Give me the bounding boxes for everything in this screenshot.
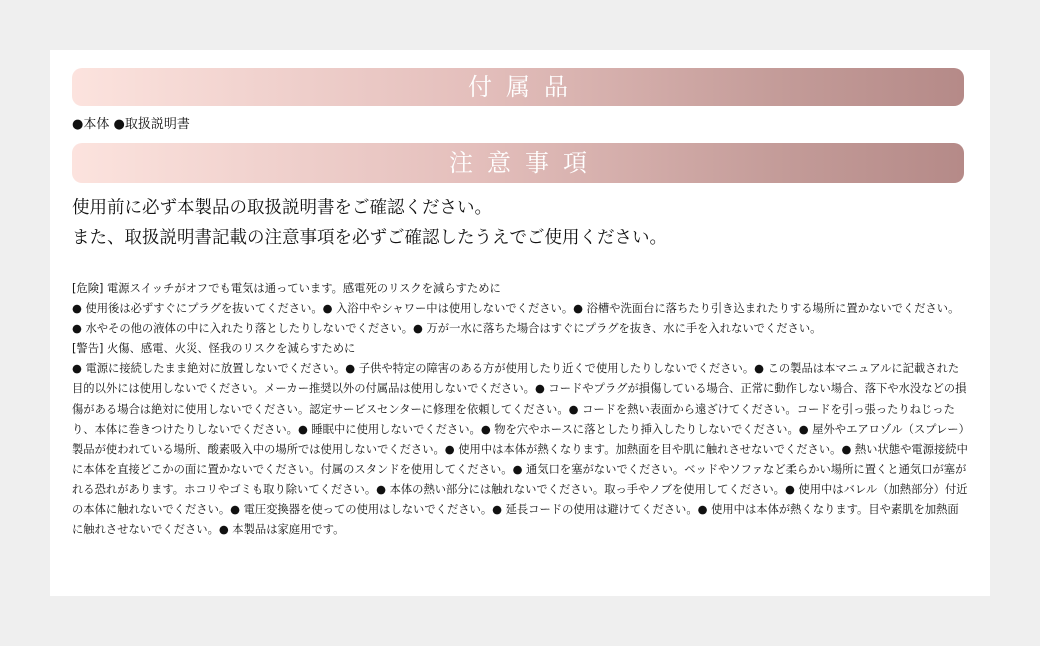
- warning-body: ● 電源に接続したまま絶対に放置しないでください。● 子供や特定の障害のある方が使用したり近くで使用したりしないでください。● この製品は本マニュアルに記載された目的以外には使用しないでください。メーカー推奨以外の付属品は使用しないでください。● コードやプラグが損傷している場合、正常に動作しない場合、落下や水没などの損傷がある場合は絶対に使用しないでください。認定サービスセンターに修理を依頼してください。● コードを熱い表面から遠ざけてください。コードを引っ張ったりねじったり、本体に巻きつけたりしないでください。● 睡眠中に使用しないでください。● 物を穴やホースに落としたり挿入したりしないでください。● 屋外やエアロゾル（スプレー）製品が使われている場所、酸素吸入中の場所では使用しないでください。● 使用中は本体が熱くなります。加熱面を目や肌に触れさせないでください。● 熱い状態や電源接続中に本体を直接どこかの面に置かないでください。付属のスタンドを使用してください。● 通気口を塞がないでください。ベッドやソファなど柔らかい場所に置くと通気口が塞がれる恐れがあります。ホコリやゴミも取り除いてください。● 本体の熱い部分には触れないでください。取っ手やノブを使用してください。● 使用中はバレル（加熱部分）付近の本体に触れないでください。● 電圧変換器を使っての使用はしないでください。● 延長コードの使用は避けてください。● 使用中は本体が熱くなります。目や素肌を加熱面に触れさせないでください。● 本製品は家庭用です。: [72, 362, 968, 537]
- document-card: [50, 50, 990, 596]
- included-items-list: ●本体 ●取扱説明書: [72, 117, 190, 132]
- danger-heading: [危険] 電源スイッチがオフでも電気は通っています。感電死のリスクを減らすために: [72, 282, 501, 295]
- lead-line-2: また、取扱説明書記載の注意事項を必ずご確認したうえでご使用ください。: [72, 228, 667, 248]
- warning-heading: [警告] 火傷、感電、火災、怪我のリスクを減らすために: [72, 342, 356, 356]
- included-items-heading: 付属品: [72, 68, 964, 106]
- cautions-heading: 注意事項: [72, 143, 964, 183]
- lead-line-1: 使用前に必ず本製品の取扱説明書をご確認ください。: [72, 198, 492, 218]
- danger-body: ● 使用後は必ずすぐにプラグを抜いてください。● 入浴中やシャワー中は使用しないでください。● 浴槽や洗面台に落ちたり引き込まれたりする場所に置かないでください。● 水やその他の液体の中に入れたり落としたりしないでください。● 万が一水に落ちた場合はすぐにプラグを抜き、水に手を入れないでください。: [72, 302, 960, 336]
- cautions-lead: [72, 193, 667, 253]
- cautions-body: [72, 279, 968, 540]
